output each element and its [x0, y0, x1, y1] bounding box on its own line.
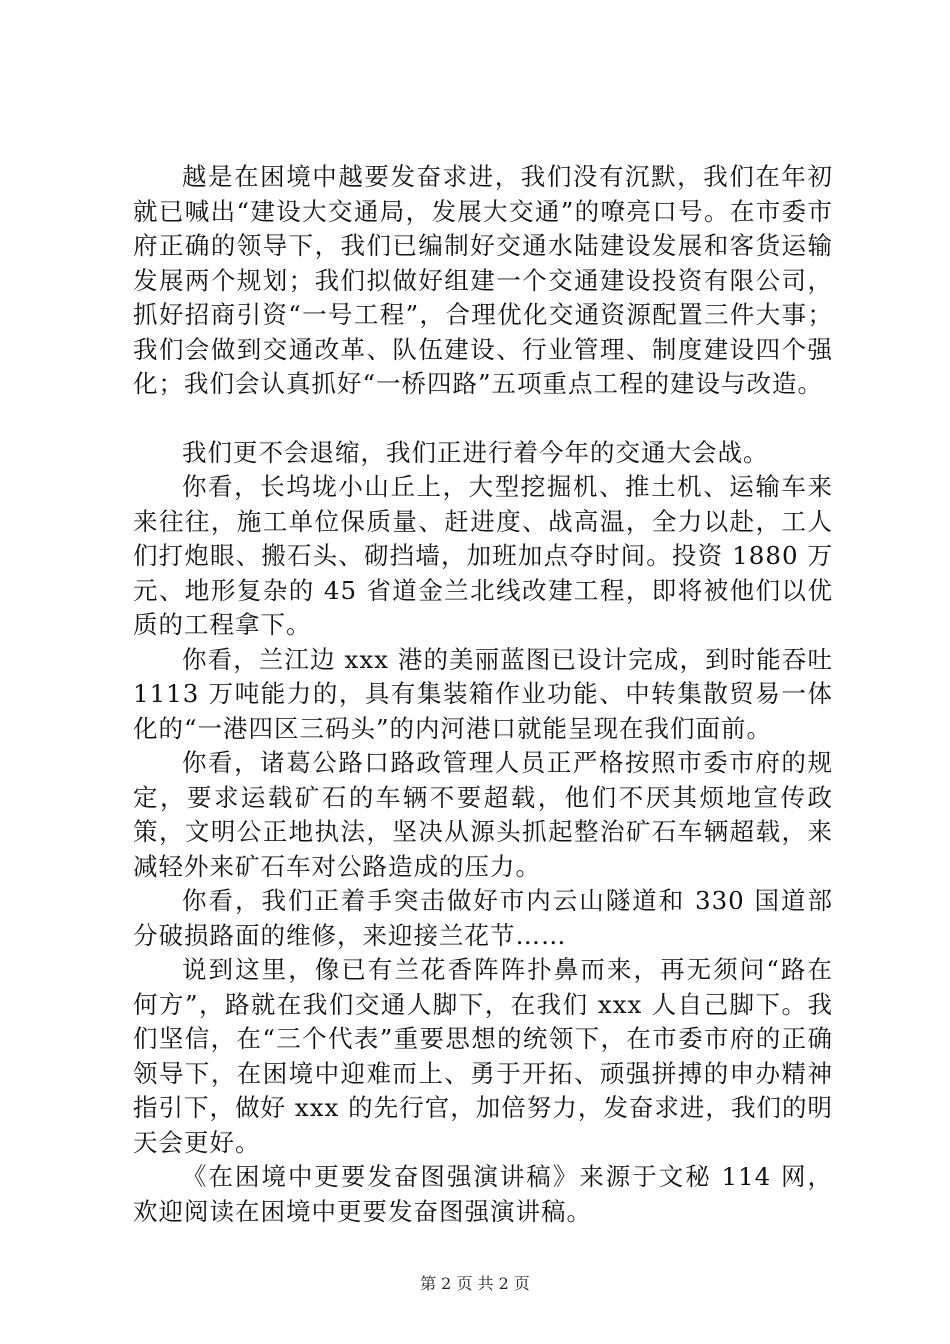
paragraph: 我们更不会退缩，我们正进行着今年的交通大会战。	[182, 437, 769, 467]
document-body	[133, 160, 833, 1229]
paragraph: 你看，兰江边 xxx 港的美丽蓝图已设计完成，到时能吞吐 1113 万吨能力的，具有集装箱作业功能、中转集散贸易一体化的“一港四区三码头”的内河港口就能呈现在我们面前。	[133, 644, 833, 743]
paragraph: 你看，诸葛公路口路政管理人员正严格按照市委市府的规定，要求运载矿石的车辆不要超载，他们不厌其烦地宣传政策，文明公正地执法，坚决从源头抓起整治矿石车辆超载，来减轻外来矿石车对公路造成的压力。	[133, 748, 833, 881]
page-number-footer: 第 2 页 共 2 页	[420, 1274, 530, 1293]
paragraph: 说到这里，像已有兰花香阵阵扑鼻而来，再无须问“路在何方”，路就在我们交通人脚下，在我们 xxx 人自己脚下。我们坚信，在“三个代表”重要思想的统领下，在市委市府的正确领导下，在困境中迎难而上、勇于开拓、顽强拼搏的申办精神指引下，做好 xxx 的先行官，加倍努力，发奋求进，我们的明天会更好。	[133, 955, 833, 1157]
paragraph-gap	[133, 402, 833, 436]
paragraph: 越是在困境中越要发奋求进，我们没有沉默，我们在年初就已喊出“建设大交通局，发展大交通”的嘹亮口号。在市委市府正确的领导下，我们已编制好交通水陆建设发展和客货运输发展两个规划；我们拟做好组建一个交通建设投资有限公司，抓好招商引资“一号工程”，合理优化交通资源配置三件大事；我们会做到交通改革、队伍建设、行业管理、制度建设四个强化；我们会认真抓好“一桥四路”五项重点工程的建设与改造。	[133, 162, 833, 398]
paragraph: 你看，长坞垅小山丘上，大型挖掘机、推土机、运输车来来往往，施工单位保质量、赶进度、战高温，全力以赴，工人们打炮眼、搬石头、砌挡墙，加班加点夺时间。投资 1880 万元、地形复杂的 45 省道金兰北线改建工程，即将被他们以优质的工程拿下。	[133, 472, 833, 639]
paragraph: 你看，我们正着手突击做好市内云山隧道和 330 国道部分破损路面的维修，来迎接兰花节……	[133, 886, 833, 950]
paragraph: 《在困境中更要发奋图强演讲稿》来源于文秘 114 网，欢迎阅读在困境中更要发奋图强演讲稿。	[133, 1162, 833, 1226]
